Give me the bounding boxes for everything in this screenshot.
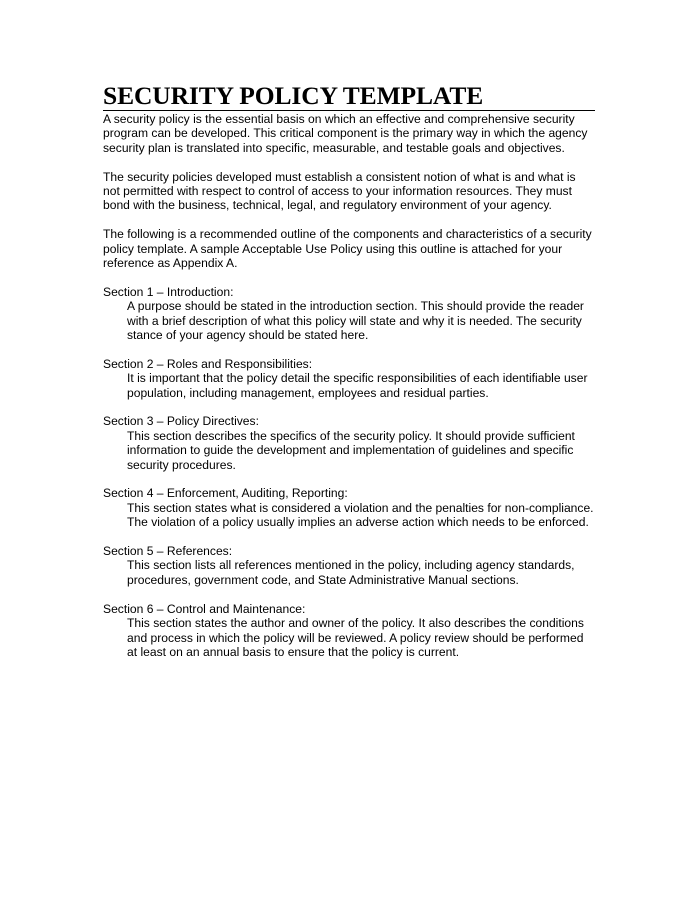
paragraph-spacer: [103, 587, 595, 601]
section-5-heading: Section 5 – References:: [103, 544, 233, 559]
paragraph-spacer: [103, 213, 595, 227]
section-4: [103, 486, 595, 529]
section-3-heading: Section 3 – Policy Directives:: [103, 414, 259, 429]
document-title: SECURITY POLICY TEMPLATE: [103, 82, 595, 111]
section-1: [103, 285, 595, 343]
intro-paragraph-2: The security policies developed must establish a consistent notion of what is and what is not permitted with respect to control of access to your information resources. They must bond with the business, technical, legal, and regulatory environment of your agency.: [103, 169, 576, 213]
intro-paragraph-3: The following is a recommended outline of the components and characteristics of a security policy template. A sample Acceptable Use Policy using this outline is attached for your reference as Appendix A.: [103, 227, 592, 271]
section-4-heading: Section 4 – Enforcement, Auditing, Reporting:: [103, 486, 348, 501]
paragraph-spacer: [103, 155, 595, 169]
section-2-heading: Section 2 – Roles and Responsibilities:: [103, 356, 313, 371]
section-3-body: This section describes the specifics of the security policy. It should provide sufficient information to guide the development and implementation of guidelines and specific security procedures.: [127, 428, 575, 472]
intro-paragraph-1: A security policy is the essential basis on which an effective and comprehensive security program can be developed. This critical component is the primary way in which the agency security plan is translated into specific, measurable, and testable goals and objectives.: [103, 112, 588, 155]
paragraph-spacer: [103, 270, 595, 284]
section-6-heading: Section 6 – Control and Maintenance:: [103, 601, 306, 616]
section-5: [103, 544, 595, 587]
document-page: [103, 82, 595, 659]
section-1-body: A purpose should be stated in the introduction section. This should provide the reader with a brief description of what this policy will state and why it is needed. The security stance of your agency should be stated here.: [127, 299, 584, 343]
paragraph-spacer: [103, 472, 595, 486]
paragraph-spacer: [103, 530, 595, 544]
section-1-heading: Section 1 – Introduction:: [103, 284, 234, 299]
paragraph-spacer: [103, 342, 595, 356]
section-6-body: This section states the author and owner of the policy. It also describes the conditions and process in which the policy will be reviewed. A policy review should be performed at least on an annual basis to ensure that the policy is current.: [127, 616, 584, 659]
section-2: [103, 357, 595, 400]
section-4-body: This section states what is considered a violation and the penalties for non-compliance. The violation of a policy usually implies an adverse action which needs to be enforced.: [127, 500, 594, 530]
section-5-body: This section lists all references mentioned in the policy, including agency standards, procedures, government code, and State Administrative Manual sections.: [127, 558, 575, 587]
paragraph-spacer: [103, 400, 595, 414]
section-6: [103, 602, 595, 660]
section-3: [103, 414, 595, 472]
section-2-body: It is important that the policy detail the specific responsibilities of each identifiable user population, including management, employees and residual parties.: [127, 371, 588, 400]
